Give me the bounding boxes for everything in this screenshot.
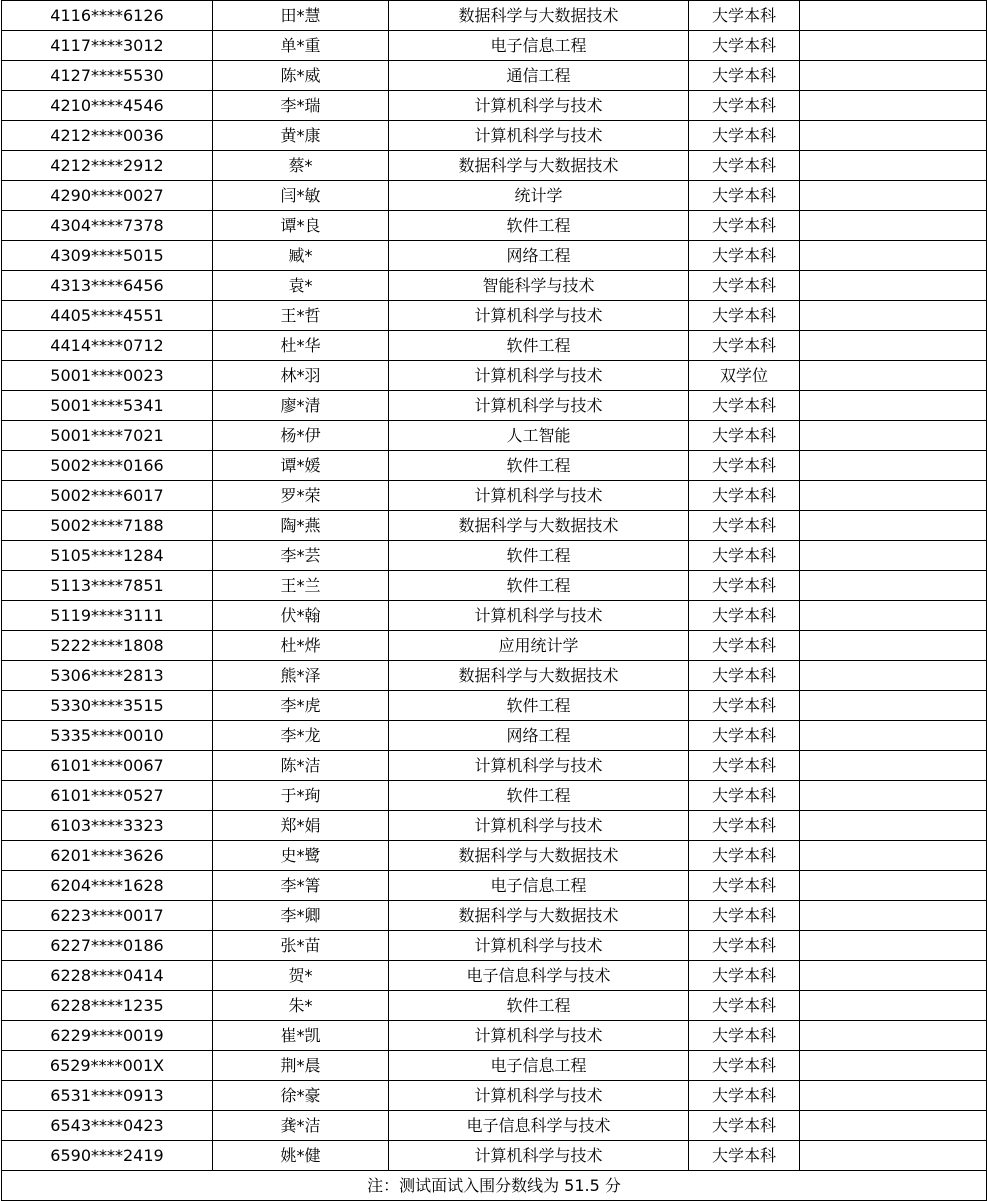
name-cell: 王*兰 bbox=[213, 571, 389, 601]
name-cell: 蔡* bbox=[213, 151, 389, 181]
id-number-cell: 6101****0067 bbox=[2, 751, 213, 781]
education-cell: 大学本科 bbox=[689, 871, 800, 901]
education-cell: 大学本科 bbox=[689, 151, 800, 181]
education-cell: 大学本科 bbox=[689, 601, 800, 631]
table-row bbox=[2, 541, 987, 571]
remark-cell bbox=[800, 601, 987, 631]
major-cell: 计算机科学与技术 bbox=[389, 301, 689, 331]
remark-cell bbox=[800, 451, 987, 481]
education-cell: 大学本科 bbox=[689, 781, 800, 811]
id-number-cell: 6543****0423 bbox=[2, 1111, 213, 1141]
education-cell: 大学本科 bbox=[689, 691, 800, 721]
education-cell: 大学本科 bbox=[689, 1141, 800, 1171]
major-cell: 电子信息科学与技术 bbox=[389, 961, 689, 991]
name-cell: 廖*清 bbox=[213, 391, 389, 421]
id-number-cell: 5330****3515 bbox=[2, 691, 213, 721]
name-cell: 徐*豪 bbox=[213, 1081, 389, 1111]
education-cell: 大学本科 bbox=[689, 511, 800, 541]
table-row bbox=[2, 751, 987, 781]
remark-cell bbox=[800, 91, 987, 121]
education-cell: 大学本科 bbox=[689, 751, 800, 781]
name-cell: 林*羽 bbox=[213, 361, 389, 391]
id-number-cell: 5001****5341 bbox=[2, 391, 213, 421]
name-cell: 闫*敏 bbox=[213, 181, 389, 211]
name-cell: 伏*翰 bbox=[213, 601, 389, 631]
remark-cell bbox=[800, 121, 987, 151]
remark-cell bbox=[800, 1, 987, 31]
name-cell: 姚*健 bbox=[213, 1141, 389, 1171]
name-cell: 杨*伊 bbox=[213, 421, 389, 451]
remark-cell bbox=[800, 1141, 987, 1171]
id-number-cell: 6101****0527 bbox=[2, 781, 213, 811]
education-cell: 大学本科 bbox=[689, 931, 800, 961]
education-cell: 大学本科 bbox=[689, 121, 800, 151]
major-cell: 网络工程 bbox=[389, 241, 689, 271]
table-row bbox=[2, 451, 987, 481]
table-row bbox=[2, 181, 987, 211]
major-cell: 电子信息工程 bbox=[389, 871, 689, 901]
table-row bbox=[2, 571, 987, 601]
remark-cell bbox=[800, 661, 987, 691]
education-cell: 大学本科 bbox=[689, 901, 800, 931]
table-row bbox=[2, 211, 987, 241]
id-number-cell: 4212****2912 bbox=[2, 151, 213, 181]
id-number-cell: 5335****0010 bbox=[2, 721, 213, 751]
table-row bbox=[2, 691, 987, 721]
id-number-cell: 5119****3111 bbox=[2, 601, 213, 631]
name-cell: 李*瑞 bbox=[213, 91, 389, 121]
major-cell: 计算机科学与技术 bbox=[389, 391, 689, 421]
table-row bbox=[2, 1, 987, 31]
remark-cell bbox=[800, 331, 987, 361]
id-number-cell: 5001****0023 bbox=[2, 361, 213, 391]
education-cell: 大学本科 bbox=[689, 91, 800, 121]
name-cell: 谭*良 bbox=[213, 211, 389, 241]
table-row bbox=[2, 511, 987, 541]
name-cell: 李*箐 bbox=[213, 871, 389, 901]
table-row bbox=[2, 301, 987, 331]
remark-cell bbox=[800, 1081, 987, 1111]
name-cell: 张*苗 bbox=[213, 931, 389, 961]
name-cell: 谭*媛 bbox=[213, 451, 389, 481]
remark-cell bbox=[800, 301, 987, 331]
name-cell: 李*卿 bbox=[213, 901, 389, 931]
education-cell: 大学本科 bbox=[689, 1021, 800, 1051]
table-row bbox=[2, 871, 987, 901]
note-row bbox=[2, 1171, 987, 1201]
name-cell: 罗*荣 bbox=[213, 481, 389, 511]
id-number-cell: 5222****1808 bbox=[2, 631, 213, 661]
remark-cell bbox=[800, 961, 987, 991]
major-cell: 数据科学与大数据技术 bbox=[389, 901, 689, 931]
name-cell: 陶*燕 bbox=[213, 511, 389, 541]
education-cell: 大学本科 bbox=[689, 571, 800, 601]
name-cell: 单*重 bbox=[213, 31, 389, 61]
education-cell: 大学本科 bbox=[689, 241, 800, 271]
major-cell: 计算机科学与技术 bbox=[389, 1021, 689, 1051]
name-cell: 陈*威 bbox=[213, 61, 389, 91]
score-threshold-note: 注：测试面试入围分数线为 51.5 分 bbox=[2, 1171, 987, 1201]
remark-cell bbox=[800, 391, 987, 421]
table-row bbox=[2, 481, 987, 511]
education-cell: 大学本科 bbox=[689, 271, 800, 301]
remark-cell bbox=[800, 871, 987, 901]
major-cell: 电子信息科学与技术 bbox=[389, 1111, 689, 1141]
id-number-cell: 5113****7851 bbox=[2, 571, 213, 601]
remark-cell bbox=[800, 901, 987, 931]
major-cell: 计算机科学与技术 bbox=[389, 601, 689, 631]
major-cell: 计算机科学与技术 bbox=[389, 481, 689, 511]
education-cell: 大学本科 bbox=[689, 841, 800, 871]
id-number-cell: 5105****1284 bbox=[2, 541, 213, 571]
remark-cell bbox=[800, 211, 987, 241]
id-number-cell: 4212****0036 bbox=[2, 121, 213, 151]
education-cell: 大学本科 bbox=[689, 391, 800, 421]
remark-cell bbox=[800, 1051, 987, 1081]
candidate-table-body bbox=[2, 1, 987, 1201]
major-cell: 数据科学与大数据技术 bbox=[389, 661, 689, 691]
education-cell: 大学本科 bbox=[689, 31, 800, 61]
major-cell: 软件工程 bbox=[389, 331, 689, 361]
table-row bbox=[2, 1081, 987, 1111]
remark-cell bbox=[800, 841, 987, 871]
remark-cell bbox=[800, 511, 987, 541]
table-row bbox=[2, 841, 987, 871]
education-cell: 双学位 bbox=[689, 361, 800, 391]
education-cell: 大学本科 bbox=[689, 721, 800, 751]
education-cell: 大学本科 bbox=[689, 1111, 800, 1141]
remark-cell bbox=[800, 181, 987, 211]
remark-cell bbox=[800, 1021, 987, 1051]
table-row bbox=[2, 391, 987, 421]
major-cell: 计算机科学与技术 bbox=[389, 121, 689, 151]
education-cell: 大学本科 bbox=[689, 961, 800, 991]
name-cell: 王*哲 bbox=[213, 301, 389, 331]
id-number-cell: 5001****7021 bbox=[2, 421, 213, 451]
remark-cell bbox=[800, 781, 987, 811]
id-number-cell: 5002****0166 bbox=[2, 451, 213, 481]
name-cell: 李*虎 bbox=[213, 691, 389, 721]
major-cell: 通信工程 bbox=[389, 61, 689, 91]
remark-cell bbox=[800, 481, 987, 511]
education-cell: 大学本科 bbox=[689, 181, 800, 211]
id-number-cell: 6228****0414 bbox=[2, 961, 213, 991]
education-cell: 大学本科 bbox=[689, 991, 800, 1021]
name-cell: 杜*烨 bbox=[213, 631, 389, 661]
id-number-cell: 6228****1235 bbox=[2, 991, 213, 1021]
name-cell: 田*慧 bbox=[213, 1, 389, 31]
remark-cell bbox=[800, 421, 987, 451]
name-cell: 杜*华 bbox=[213, 331, 389, 361]
table-row bbox=[2, 781, 987, 811]
id-number-cell: 4210****4546 bbox=[2, 91, 213, 121]
education-cell: 大学本科 bbox=[689, 541, 800, 571]
major-cell: 网络工程 bbox=[389, 721, 689, 751]
table-row bbox=[2, 991, 987, 1021]
name-cell: 朱* bbox=[213, 991, 389, 1021]
major-cell: 计算机科学与技术 bbox=[389, 931, 689, 961]
remark-cell bbox=[800, 151, 987, 181]
name-cell: 袁* bbox=[213, 271, 389, 301]
remark-cell bbox=[800, 991, 987, 1021]
id-number-cell: 6223****0017 bbox=[2, 901, 213, 931]
education-cell: 大学本科 bbox=[689, 1081, 800, 1111]
major-cell: 软件工程 bbox=[389, 541, 689, 571]
name-cell: 龚*洁 bbox=[213, 1111, 389, 1141]
remark-cell bbox=[800, 541, 987, 571]
major-cell: 计算机科学与技术 bbox=[389, 91, 689, 121]
remark-cell bbox=[800, 571, 987, 601]
table-row bbox=[2, 931, 987, 961]
id-number-cell: 4405****4551 bbox=[2, 301, 213, 331]
table-row bbox=[2, 121, 987, 151]
major-cell: 应用统计学 bbox=[389, 631, 689, 661]
major-cell: 软件工程 bbox=[389, 991, 689, 1021]
education-cell: 大学本科 bbox=[689, 211, 800, 241]
id-number-cell: 4304****7378 bbox=[2, 211, 213, 241]
major-cell: 计算机科学与技术 bbox=[389, 1141, 689, 1171]
table-row bbox=[2, 331, 987, 361]
id-number-cell: 6229****0019 bbox=[2, 1021, 213, 1051]
id-number-cell: 4116****6126 bbox=[2, 1, 213, 31]
id-number-cell: 5306****2813 bbox=[2, 661, 213, 691]
table-row bbox=[2, 601, 987, 631]
remark-cell bbox=[800, 721, 987, 751]
table-row bbox=[2, 1141, 987, 1171]
table-row bbox=[2, 31, 987, 61]
remark-cell bbox=[800, 691, 987, 721]
remark-cell bbox=[800, 241, 987, 271]
id-number-cell: 6531****0913 bbox=[2, 1081, 213, 1111]
name-cell: 于*珣 bbox=[213, 781, 389, 811]
major-cell: 计算机科学与技术 bbox=[389, 751, 689, 781]
id-number-cell: 6201****3626 bbox=[2, 841, 213, 871]
name-cell: 郑*娟 bbox=[213, 811, 389, 841]
id-number-cell: 6529****001X bbox=[2, 1051, 213, 1081]
remark-cell bbox=[800, 1111, 987, 1141]
table-row bbox=[2, 421, 987, 451]
id-number-cell: 6204****1628 bbox=[2, 871, 213, 901]
name-cell: 崔*凯 bbox=[213, 1021, 389, 1051]
table-row bbox=[2, 61, 987, 91]
education-cell: 大学本科 bbox=[689, 301, 800, 331]
major-cell: 软件工程 bbox=[389, 691, 689, 721]
id-number-cell: 5002****6017 bbox=[2, 481, 213, 511]
table-row bbox=[2, 901, 987, 931]
id-number-cell: 6227****0186 bbox=[2, 931, 213, 961]
major-cell: 数据科学与大数据技术 bbox=[389, 511, 689, 541]
remark-cell bbox=[800, 751, 987, 781]
remark-cell bbox=[800, 811, 987, 841]
id-number-cell: 4290****0027 bbox=[2, 181, 213, 211]
major-cell: 软件工程 bbox=[389, 781, 689, 811]
major-cell: 电子信息工程 bbox=[389, 31, 689, 61]
table-row bbox=[2, 961, 987, 991]
table-row bbox=[2, 1111, 987, 1141]
major-cell: 智能科学与技术 bbox=[389, 271, 689, 301]
table-row bbox=[2, 1051, 987, 1081]
major-cell: 数据科学与大数据技术 bbox=[389, 151, 689, 181]
table-row bbox=[2, 361, 987, 391]
major-cell: 软件工程 bbox=[389, 571, 689, 601]
education-cell: 大学本科 bbox=[689, 1051, 800, 1081]
table-row bbox=[2, 631, 987, 661]
table-row bbox=[2, 91, 987, 121]
education-cell: 大学本科 bbox=[689, 481, 800, 511]
education-cell: 大学本科 bbox=[689, 61, 800, 91]
table-row bbox=[2, 151, 987, 181]
id-number-cell: 5002****7188 bbox=[2, 511, 213, 541]
table-row bbox=[2, 661, 987, 691]
remark-cell bbox=[800, 361, 987, 391]
id-number-cell: 4117****3012 bbox=[2, 31, 213, 61]
major-cell: 计算机科学与技术 bbox=[389, 811, 689, 841]
name-cell: 黄*康 bbox=[213, 121, 389, 151]
remark-cell bbox=[800, 931, 987, 961]
education-cell: 大学本科 bbox=[689, 421, 800, 451]
id-number-cell: 6590****2419 bbox=[2, 1141, 213, 1171]
education-cell: 大学本科 bbox=[689, 631, 800, 661]
name-cell: 熊*泽 bbox=[213, 661, 389, 691]
remark-cell bbox=[800, 31, 987, 61]
remark-cell bbox=[800, 271, 987, 301]
id-number-cell: 4313****6456 bbox=[2, 271, 213, 301]
major-cell: 人工智能 bbox=[389, 421, 689, 451]
remark-cell bbox=[800, 631, 987, 661]
table-row bbox=[2, 811, 987, 841]
id-number-cell: 4414****0712 bbox=[2, 331, 213, 361]
name-cell: 臧* bbox=[213, 241, 389, 271]
major-cell: 计算机科学与技术 bbox=[389, 361, 689, 391]
name-cell: 贺* bbox=[213, 961, 389, 991]
id-number-cell: 4127****5530 bbox=[2, 61, 213, 91]
education-cell: 大学本科 bbox=[689, 811, 800, 841]
education-cell: 大学本科 bbox=[689, 1, 800, 31]
education-cell: 大学本科 bbox=[689, 331, 800, 361]
major-cell: 统计学 bbox=[389, 181, 689, 211]
name-cell: 陈*洁 bbox=[213, 751, 389, 781]
major-cell: 计算机科学与技术 bbox=[389, 1081, 689, 1111]
name-cell: 李*龙 bbox=[213, 721, 389, 751]
name-cell: 荆*晨 bbox=[213, 1051, 389, 1081]
education-cell: 大学本科 bbox=[689, 661, 800, 691]
table-row bbox=[2, 271, 987, 301]
name-cell: 李*芸 bbox=[213, 541, 389, 571]
major-cell: 数据科学与大数据技术 bbox=[389, 841, 689, 871]
remark-cell bbox=[800, 61, 987, 91]
id-number-cell: 4309****5015 bbox=[2, 241, 213, 271]
table-row bbox=[2, 1021, 987, 1051]
id-number-cell: 6103****3323 bbox=[2, 811, 213, 841]
major-cell: 软件工程 bbox=[389, 451, 689, 481]
major-cell: 电子信息工程 bbox=[389, 1051, 689, 1081]
major-cell: 软件工程 bbox=[389, 211, 689, 241]
table-row bbox=[2, 721, 987, 751]
name-cell: 史*鹭 bbox=[213, 841, 389, 871]
candidate-table bbox=[1, 0, 987, 1201]
education-cell: 大学本科 bbox=[689, 451, 800, 481]
major-cell: 数据科学与大数据技术 bbox=[389, 1, 689, 31]
table-row bbox=[2, 241, 987, 271]
